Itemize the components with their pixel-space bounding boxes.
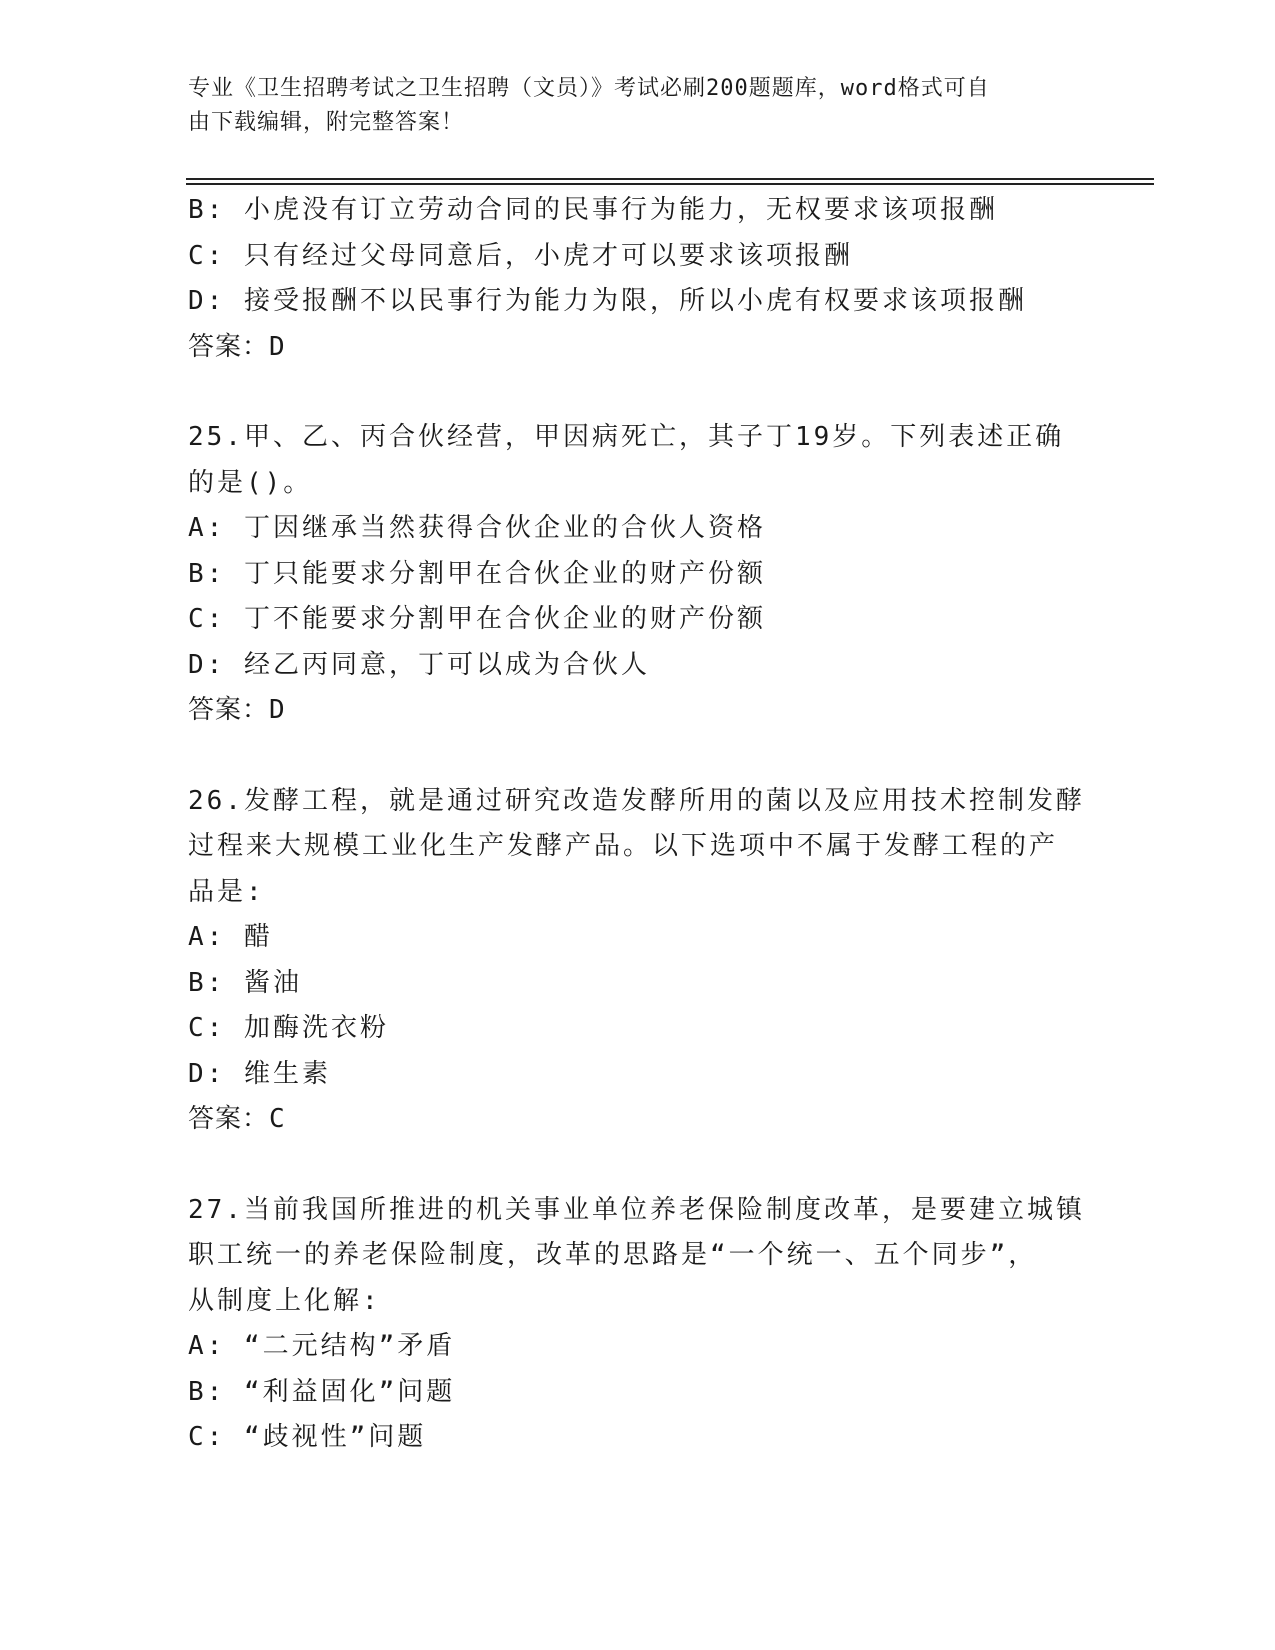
q25-option-a: A: 丁因继承当然获得合伙企业的合伙人资格 — [188, 513, 766, 543]
document-header — [188, 72, 1068, 140]
q26-stem-line-2: 过程来大规模工业化生产发酵产品。以下选项中不属于发酵工程的产 — [188, 831, 1059, 861]
q25-option-c: C: 丁不能要求分割甲在合伙企业的财产份额 — [188, 604, 766, 634]
header-line-2: 由下载编辑，附完整答案！ — [188, 110, 465, 135]
header-rule-bottom — [186, 183, 1154, 185]
question-25-block — [188, 415, 1088, 734]
q25-stem-line-2: 的是()。 — [188, 467, 313, 498]
header-rule-top — [186, 178, 1154, 180]
q27-option-c: C: “歧视性”问题 — [188, 1422, 427, 1452]
q27-option-b: B: “利益固化”问题 — [188, 1376, 456, 1407]
question-gap — [188, 370, 1088, 415]
q27-stem-line-2: 职工统一的养老保险制度，改革的思路是“一个统一、五个同步”， — [188, 1240, 1038, 1270]
q24-option-c: C: 只有经过父母同意后，小虎才可以要求该项报酬 — [188, 240, 853, 271]
q24-option-d: D: 接受报酬不以民事行为能力为限，所以小虎有权要求该项报酬 — [188, 286, 1027, 316]
q26-option-d: D: 维生素 — [188, 1058, 331, 1089]
q26-option-b: B: 酱油 — [188, 967, 302, 998]
q24-option-b: B: 小虎没有订立劳动合同的民事行为能力，无权要求该项报酬 — [188, 195, 998, 225]
q25-option-d: D: 经乙丙同意，丁可以成为合伙人 — [188, 649, 650, 680]
q25-answer: 答案：D — [188, 695, 286, 725]
q25-stem-line-1: 25.甲、乙、丙合伙经营，甲因病死亡，其子丁19岁。下列表述正确 — [188, 422, 1065, 452]
q27-stem-line-3: 从制度上化解: — [188, 1285, 381, 1316]
q25-option-b: B: 丁只能要求分割甲在合伙企业的财产份额 — [188, 558, 766, 589]
q26-option-a: A: 醋 — [188, 922, 273, 952]
question-gap — [188, 1143, 1088, 1188]
q26-answer: 答案：C — [188, 1104, 286, 1134]
q26-stem-line-3: 品是: — [188, 876, 265, 907]
question-content — [188, 188, 1088, 1461]
q24-answer: 答案：D — [188, 331, 286, 362]
question-gap — [188, 734, 1088, 779]
question-26-block — [188, 779, 1088, 1143]
q27-stem-line-1: 27.当前我国所推进的机关事业单位养老保险制度改革，是要建立城镇 — [188, 1194, 1085, 1225]
q27-option-a: A: “二元结构”矛盾 — [188, 1331, 456, 1361]
q26-option-c: C: 加酶洗衣粉 — [188, 1013, 389, 1043]
header-line-1: 专业《卫生招聘考试之卫生招聘（文员）》考试必刷200题题库，word格式可自 — [188, 76, 990, 101]
q26-stem-line-1: 26.发酵工程，就是通过研究改造发酵所用的菌以及应用技术控制发酵 — [188, 785, 1085, 816]
question-24-block — [188, 188, 1088, 370]
question-27-block — [188, 1188, 1088, 1461]
